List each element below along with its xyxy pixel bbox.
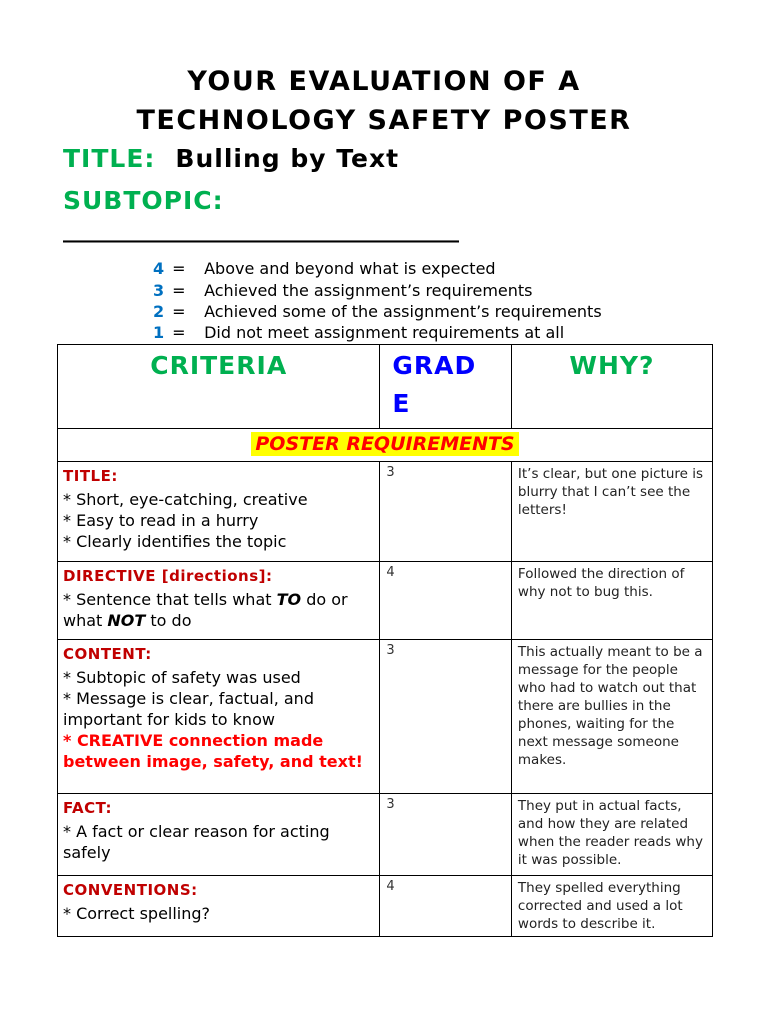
header-criteria: CRITERIA: [58, 345, 380, 429]
table-row: [58, 876, 713, 937]
scale-item: 3 = Achieved the assignment’s requirements: [153, 281, 533, 300]
why-cell: They spelled everything corrected and used a lot words to describe it.: [511, 876, 712, 937]
why-cell: Followed the direction of why not to bug this.: [511, 562, 712, 640]
scale-item: 1 = Did not meet assignment requirements at all: [153, 323, 565, 342]
section-title: POSTER REQUIREMENTS: [251, 432, 518, 456]
criteria-label: DIRECTIVE [directions]:: [63, 567, 273, 585]
table-row: [58, 794, 713, 876]
scale-item: 2 = Achieved some of the assignment’s requirements: [153, 302, 602, 321]
subtopic-label: SUBTOPIC:: [63, 186, 224, 215]
header-grade: GRAD E: [380, 345, 512, 429]
criteria-cell: CONVENTIONS: * Correct spelling?: [58, 876, 380, 937]
grade-cell: 4: [380, 562, 512, 640]
why-cell: They put in actual facts, and how they are related when the reader reads why it was possible.: [511, 794, 712, 876]
criteria-cell: CONTENT: * Subtopic of safety was used * Message is clear, factual, and important for kids to know * CREATIVE connection made between image, safety, and text!: [58, 640, 380, 794]
scale-item: 4 = Above and beyond what is expected: [153, 259, 496, 278]
table-row: [58, 640, 713, 794]
title-label: TITLE:: [63, 144, 156, 173]
title-row: [63, 144, 399, 173]
criteria-label: TITLE:: [63, 467, 118, 485]
why-cell: It’s clear, but one picture is blurry that I can’t see the letters!: [511, 462, 712, 562]
table-row: [58, 462, 713, 562]
grade-cell: 3: [380, 794, 512, 876]
grade-cell: 3: [380, 640, 512, 794]
table-header-row: [58, 345, 713, 429]
criteria-cell: TITLE: * Short, eye-catching, creative * Easy to read in a hurry * Clearly identifies the topic: [58, 462, 380, 562]
criteria-cell: DIRECTIVE [directions]: * Sentence that tells what TO do or what NOT to do: [58, 562, 380, 640]
evaluation-table: [57, 344, 713, 937]
section-row: [58, 429, 713, 462]
subtopic-blank: ____________________________________: [63, 218, 459, 243]
criteria-label: CONTENT:: [63, 645, 152, 663]
criteria-label: FACT:: [63, 799, 113, 817]
table-row: [58, 562, 713, 640]
criteria-label: CONVENTIONS:: [63, 881, 198, 899]
criteria-cell: FACT: * A fact or clear reason for acting safely: [58, 794, 380, 876]
grade-cell: 3: [380, 462, 512, 562]
heading-line-1: YOUR EVALUATION OF A: [187, 66, 581, 97]
header-why: WHY?: [511, 345, 712, 429]
title-value: Bulling by Text: [175, 144, 400, 173]
grade-cell: 4: [380, 876, 512, 937]
why-cell: This actually meant to be a message for the people who had to watch out that there are bullies in the phones, waiting for the next message someone makes.: [511, 640, 712, 794]
creative-note: * CREATIVE connection made between image, safety, and text!: [63, 731, 363, 771]
heading-line-2: TECHNOLOGY SAFETY POSTER: [136, 105, 632, 136]
